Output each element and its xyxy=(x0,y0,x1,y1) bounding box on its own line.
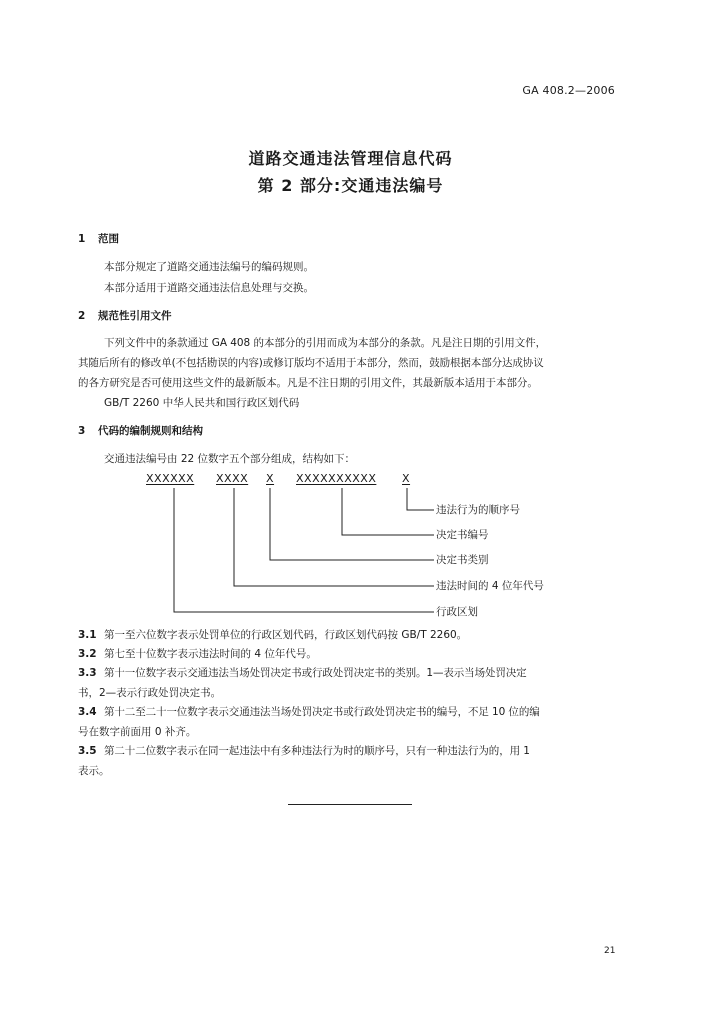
section-3-intro: 交通违法编号由 22 位数字五个部分组成，结构如下： xyxy=(104,453,356,465)
label-decision-type: 决定书类别 xyxy=(436,554,489,566)
connector-decision-number xyxy=(342,488,434,535)
section-2-line-1: 下列文件中的条款通过 GA 408 的本部分的引用而成为本部分的条款。凡是注日期的引用文件， xyxy=(104,337,547,349)
end-rule xyxy=(288,804,412,805)
section-3-heading: 代码的编制规则和结构 xyxy=(98,425,203,437)
code-part-decision-type: X xyxy=(266,472,275,485)
section-1-heading: 范围 xyxy=(98,233,119,245)
connector-year xyxy=(234,488,434,586)
section-2-line-2: 其随后所有的修改单(不包括勘误的内容)或修订版均不适用于本部分，然而，鼓励根据本部分达成协议 xyxy=(78,357,544,369)
item-3-5-number: 3.5 xyxy=(78,745,97,757)
document-title: 道路交通违法管理信息代码 xyxy=(248,149,453,168)
connector-admin-division xyxy=(174,488,434,612)
label-sequence: 违法行为的顺序号 xyxy=(436,504,520,516)
section-2-reference: GB/T 2260 中华人民共和国行政区划代码 xyxy=(104,397,300,409)
document-subtitle: 第 2 部分:交通违法编号 xyxy=(257,176,444,195)
item-3-3-line-1: 第十一位数字表示交通违法当场处罚决定书或行政处罚决定书的类别。1—表示当场处罚决定 xyxy=(104,667,527,679)
page-number: 21 xyxy=(604,946,616,956)
section-1-line-2: 本部分适用于道路交通违法信息处理与交换。 xyxy=(104,282,314,294)
code-part-sequence: X xyxy=(402,472,411,485)
code-part-year: XXXX xyxy=(216,472,249,485)
item-3-5-line-2: 表示。 xyxy=(78,765,110,777)
item-3-2-line-1: 第七至十位数字表示违法时间的 4 位年代号。 xyxy=(104,648,317,660)
label-decision-number: 决定书编号 xyxy=(436,529,489,541)
section-2-line-3: 的各方研究是否可使用这些文件的最新版本。凡是不注日期的引用文件，其最新版本适用于本部分。 xyxy=(78,377,538,389)
item-3-1-number: 3.1 xyxy=(78,629,97,641)
connector-decision-type xyxy=(270,488,434,560)
item-3-4-line-1: 第十二至二十一位数字表示交通违法当场处罚决定书或行政处罚决定书的编号，不足 10 位的编 xyxy=(104,706,540,718)
section-3-number: 3 xyxy=(78,425,86,437)
item-3-4-line-2: 号在数字前面用 0 补齐。 xyxy=(78,726,197,738)
section-1-line-1: 本部分规定了道路交通违法编号的编码规则。 xyxy=(104,261,314,273)
code-part-decision-number: XXXXXXXXXX xyxy=(296,472,377,485)
item-3-5-line-1: 第二十二位数字表示在同一起违法中有多种违法行为时的顺序号，只有一种违法行为的，用 1 xyxy=(104,745,530,757)
code-part-admin-division: XXXXXX xyxy=(146,472,195,485)
label-year: 违法时间的 4 位年代号 xyxy=(436,580,544,592)
section-1-number: 1 xyxy=(78,233,86,245)
item-3-3-number: 3.3 xyxy=(78,667,97,679)
section-2-heading: 规范性引用文件 xyxy=(98,310,172,322)
item-3-2-number: 3.2 xyxy=(78,648,97,660)
item-3-4-number: 3.4 xyxy=(78,706,97,718)
section-2-number: 2 xyxy=(78,310,86,322)
label-admin-division: 行政区划 xyxy=(436,606,478,618)
item-3-1-line-1: 第一至六位数字表示处罚单位的行政区划代码，行政区划代码按 GB/T 2260。 xyxy=(104,629,468,641)
item-3-3-line-2: 书，2—表示行政处罚决定书。 xyxy=(78,687,222,699)
standard-code: GA 408.2—2006 xyxy=(522,84,615,97)
connector-sequence xyxy=(407,488,434,510)
